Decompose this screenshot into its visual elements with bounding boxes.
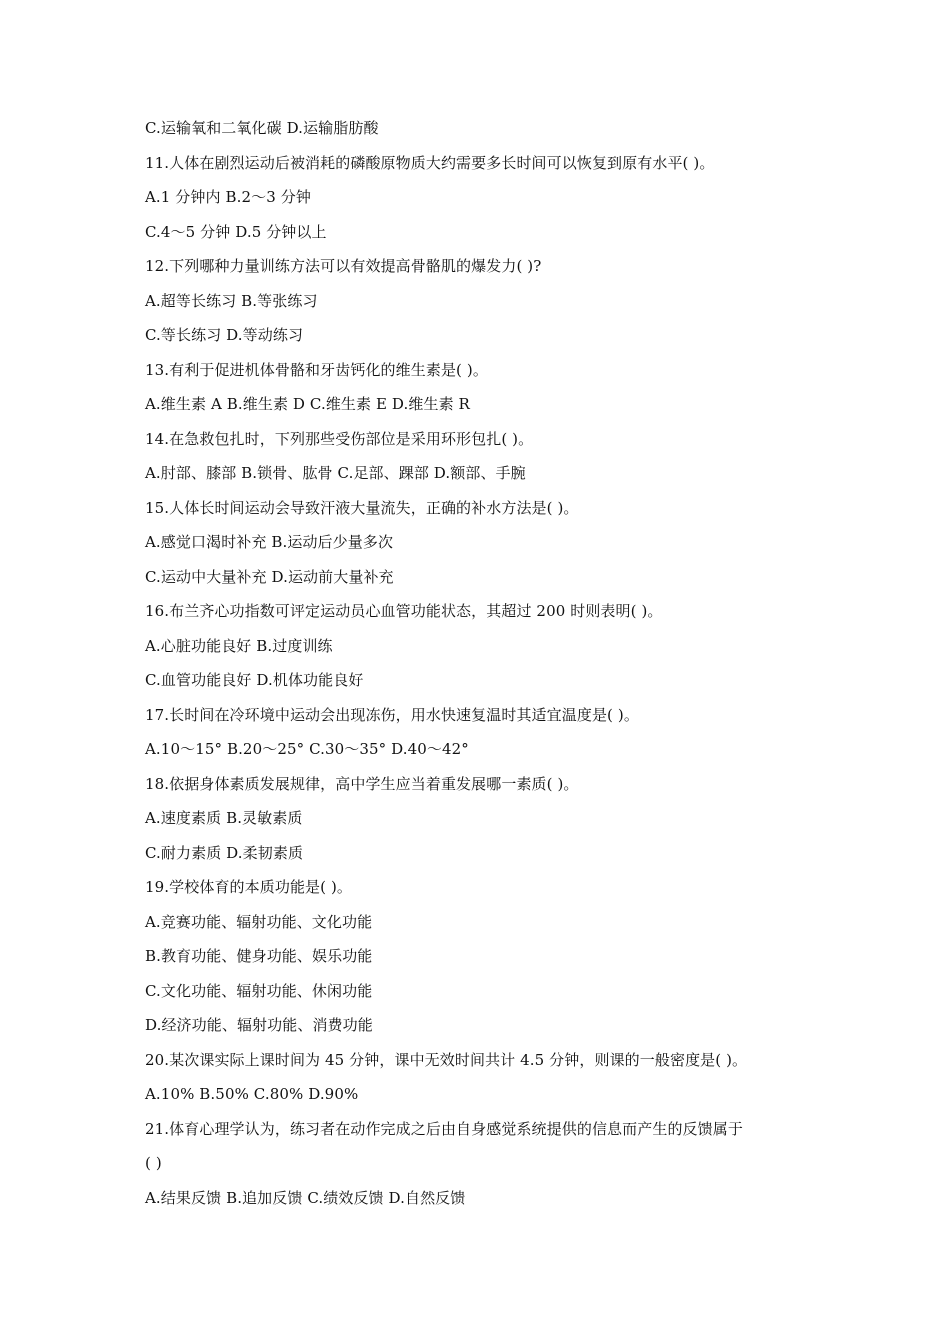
question-16: 16.布兰齐心功指数可评定运动员心血管功能状态，其超过 200 时则表明( )。 — [145, 602, 663, 620]
question-20: 20.某次课实际上课时间为 45 分钟，课中无效时间共计 4.5 分钟，则课的一般密度是( )。 — [145, 1050, 748, 1069]
option-line: A.竞赛功能、辐射功能、文化功能 — [145, 912, 373, 931]
option-line: C.运输氧和二氧化碳 D.运输脂肪酸 — [145, 119, 379, 137]
option-line: A.10～15° B.20～25° C.30～35° D.40～42° — [145, 740, 469, 758]
document-text — [145, 116, 825, 1220]
option-line: C.运动中大量补充 D.运动前大量补充 — [145, 567, 394, 586]
option-line: A.速度素质 B.灵敏素质 — [145, 809, 303, 827]
option-line: D.经济功能、辐射功能、消费功能 — [145, 1016, 373, 1034]
option-line: A.感觉口渴时补充 B.运动后少量多次 — [145, 533, 394, 551]
question-15: 15.人体长时间运动会导致汗液大量流失，正确的补水方法是( )。 — [145, 498, 579, 517]
question-12: 12.下列哪种力量训练方法可以有效提高骨骼肌的爆发力( )? — [145, 257, 542, 275]
option-line: A.肘部、膝部 B.锁骨、肱骨 C.足部、踝部 D.额部、手腕 — [145, 464, 526, 482]
question-13: 13.有利于促进机体骨骼和牙齿钙化的维生素是( )。 — [145, 360, 488, 379]
option-line: B.教育功能、健身功能、娱乐功能 — [145, 947, 373, 965]
question-17: 17.长时间在冷环境中运动会出现冻伤，用水快速复温时其适宜温度是( )。 — [145, 705, 639, 724]
option-line: A.超等长练习 B.等张练习 — [145, 291, 318, 310]
option-line: C.等长练习 D.等动练习 — [145, 326, 304, 344]
option-line: C.文化功能、辐射功能、休闲功能 — [145, 981, 373, 1000]
question-14: 14.在急救包扎时，下列那些受伤部位是采用环形包扎( )。 — [145, 429, 534, 448]
option-line: A.1 分钟内 B.2～3 分钟 — [145, 188, 311, 206]
option-line: A.结果反馈 B.追加反馈 C.绩效反馈 D.自然反馈 — [145, 1188, 466, 1207]
option-line: A.维生素 A B.维生素 D C.维生素 E D.维生素 R — [145, 395, 470, 413]
option-line: A.10% B.50% C.80% D.90% — [145, 1085, 359, 1103]
question-19: 19.学校体育的本质功能是( )。 — [145, 878, 353, 896]
question-18: 18.依据身体素质发展规律，高中学生应当着重发展哪一素质( )。 — [145, 774, 579, 793]
question-11: 11.人体在剧烈运动后被消耗的磷酸原物质大约需要多长时间可以恢复到原有水平( )。 — [145, 153, 715, 172]
option-line: C.血管功能良好 D.机体功能良好 — [145, 671, 364, 689]
option-line: A.心脏功能良好 B.过度训练 — [145, 636, 333, 655]
option-line: C.耐力素质 D.柔韧素质 — [145, 843, 304, 862]
question-21: 21.体育心理学认为，练习者在动作完成之后由自身感觉系统提供的信息而产生的反馈属于 — [145, 1119, 743, 1138]
option-line: C.4～5 分钟 D.5 分钟以上 — [145, 222, 327, 241]
question-21-continuation: ( ) — [145, 1154, 162, 1172]
